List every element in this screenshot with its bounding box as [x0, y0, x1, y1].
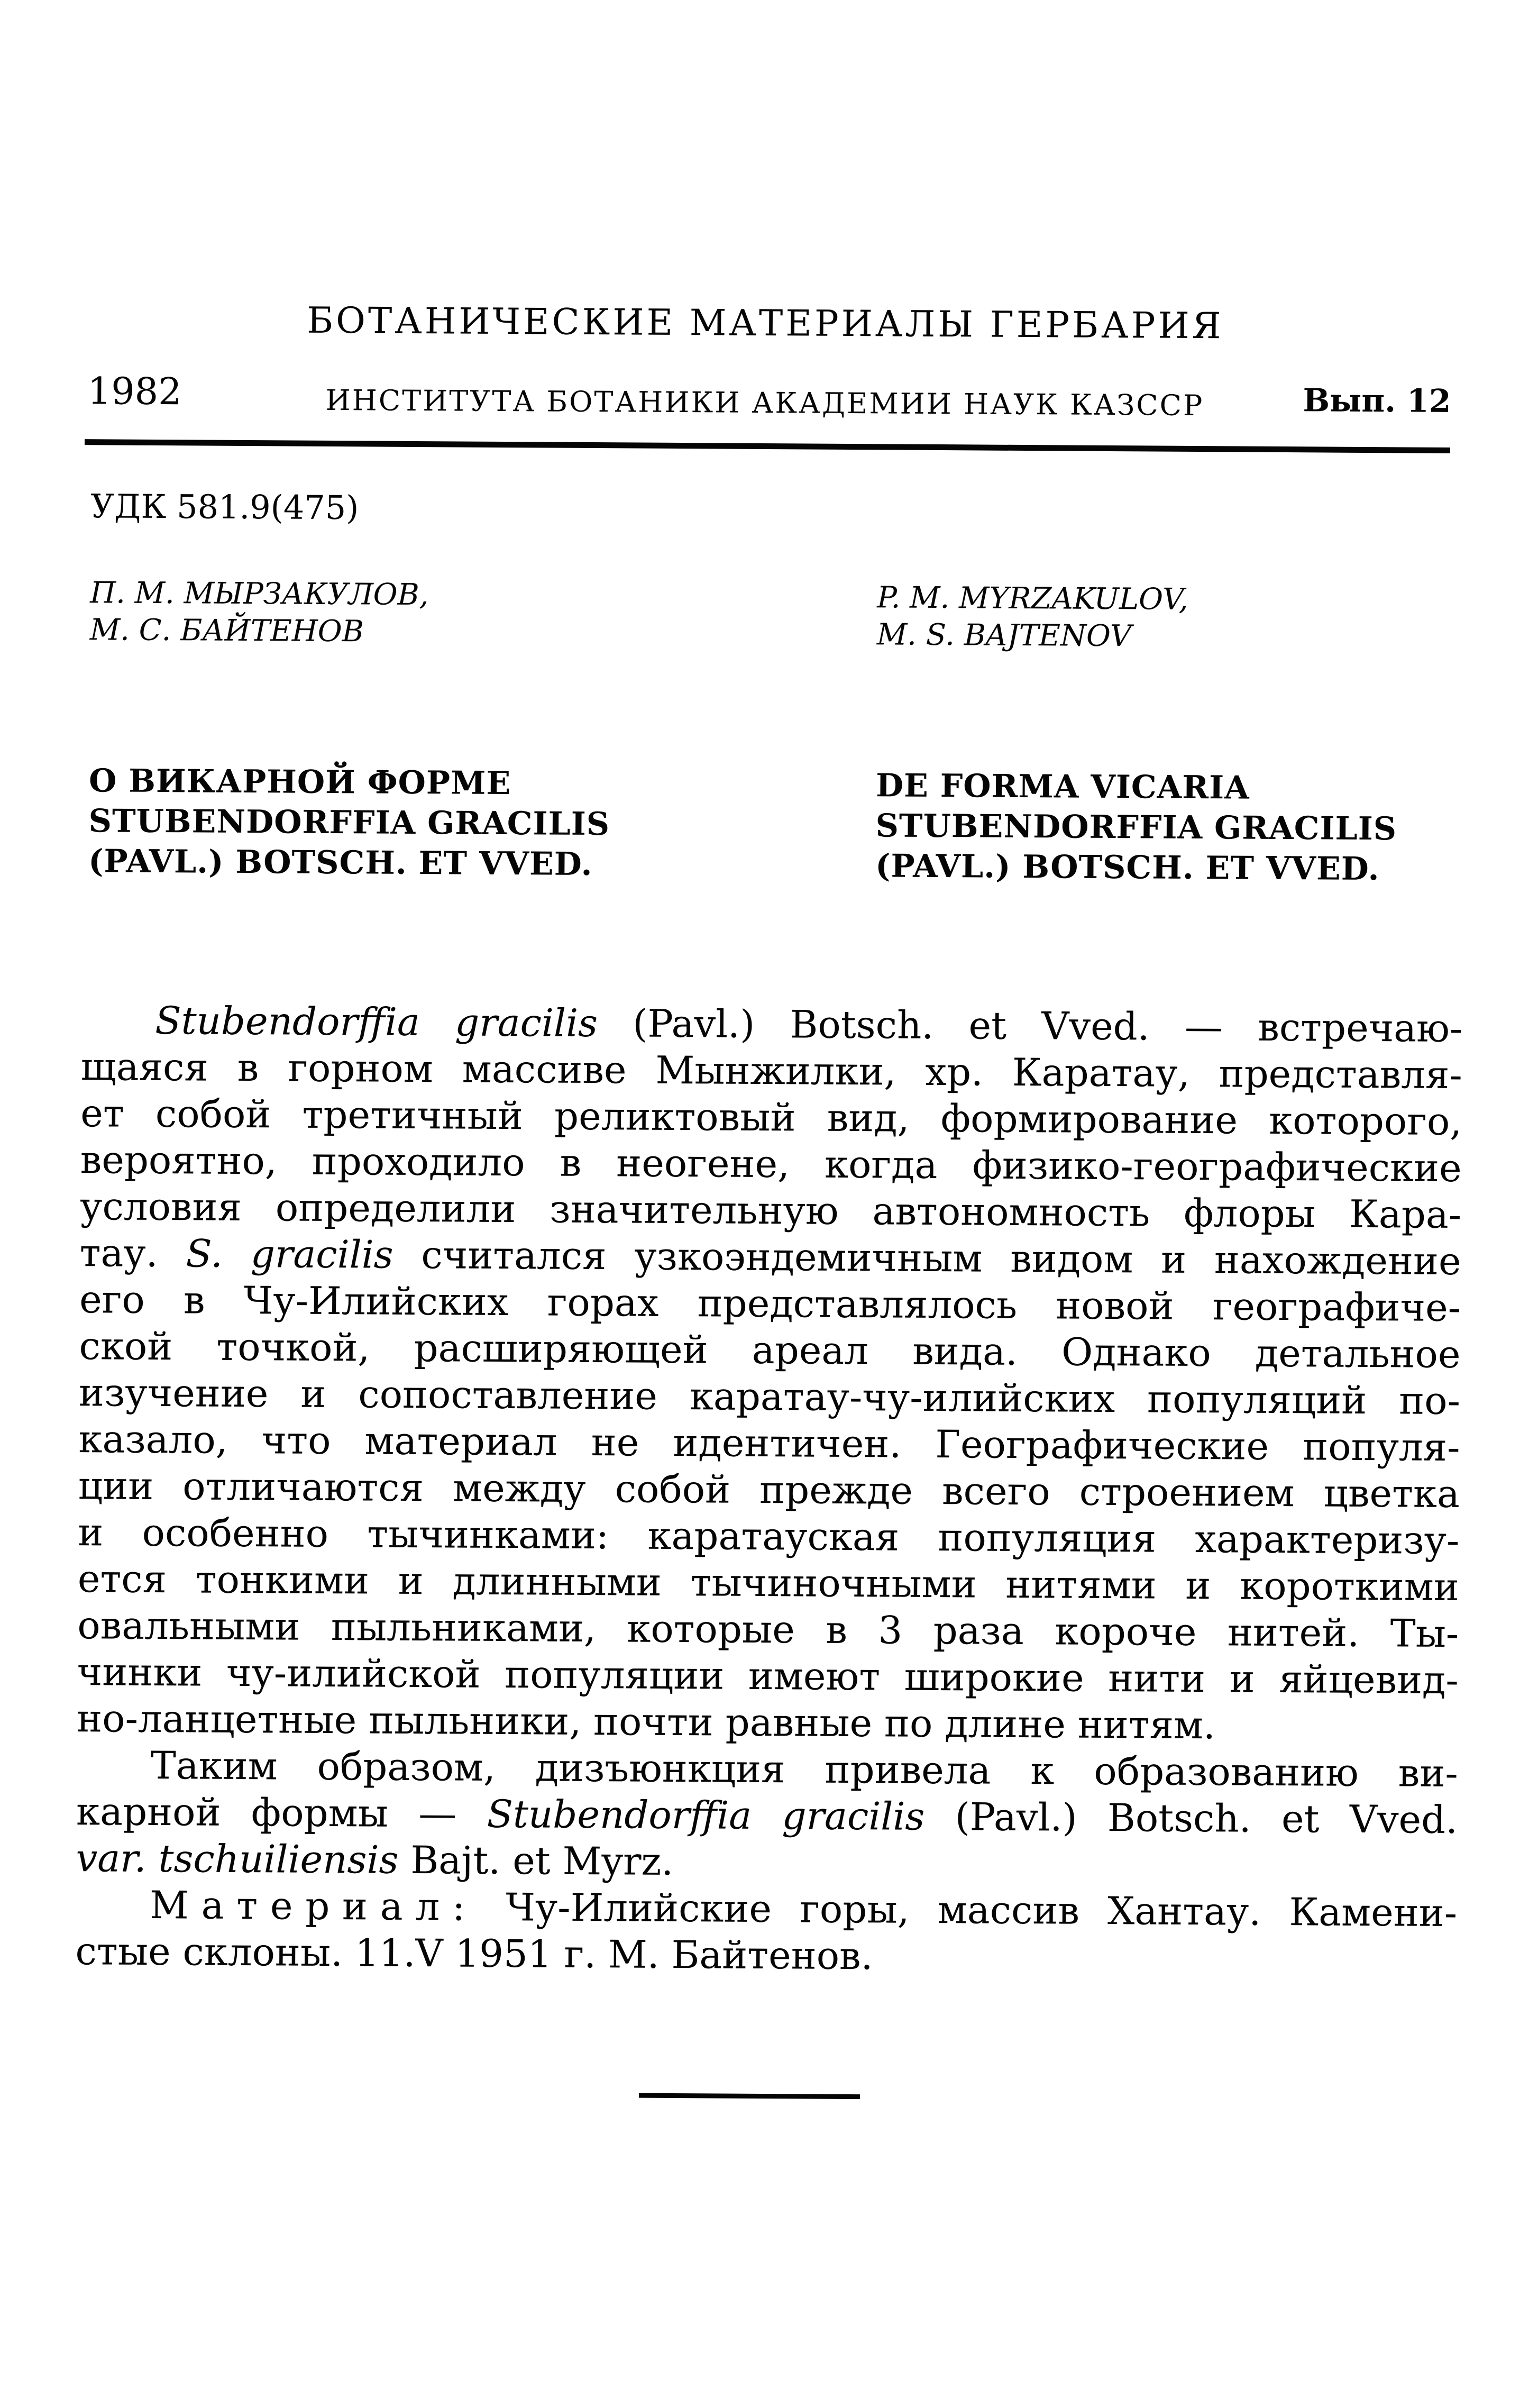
- species-name: var. tschuiliensis: [76, 1836, 399, 1882]
- body-line: [80, 1136, 1461, 1191]
- authors-transliterated: P. M. MYRZAKULOV, M. S. BAJTENOV: [876, 580, 1188, 654]
- body-line: [78, 1509, 1459, 1564]
- udk-classification: УДК 581.9(475): [90, 487, 359, 527]
- body-text: (Pavl.) Botsch. et Vved. — встречаю-: [597, 1001, 1463, 1051]
- body-line: [75, 1928, 1457, 1983]
- body-text: стые склоны. 11.V 1951 г. М. Байтенов.: [75, 1929, 873, 1978]
- body-text: овальными пыльниками, которые в 3 раза короче нитей. Ты-: [77, 1603, 1459, 1656]
- species-name: Stubendorffia gracilis: [487, 1791, 925, 1839]
- body-text: карной формы —: [76, 1789, 487, 1836]
- body-text: его в Чу-Илийских горах представлялось новой географиче-: [79, 1277, 1461, 1330]
- body-text: изучение и сопоставление каратау-чу-илийских популяций по-: [78, 1370, 1461, 1424]
- body-line: [76, 1741, 1458, 1796]
- body-line: [76, 1788, 1458, 1843]
- journal-series-title: БОТАНИЧЕСКИЕ МАТЕРИАЛЫ ГЕРБАРИЯ: [306, 299, 1224, 348]
- body-line: [80, 1090, 1462, 1145]
- body-line: [79, 1276, 1461, 1331]
- article-title-latin: DE FORMA VICARIA STUBENDORFFIA GRACILIS (PAVL.) BOTSCH. ET VVED.: [875, 767, 1397, 888]
- article-title-russian: О ВИКАРНОЙ ФОРМЕ STUBENDORFFIA GRACILIS (PAVL.) BOTSCH. ET VVED.: [88, 762, 610, 883]
- body-text: ции отличаются между собой прежде всего строением цветка: [78, 1463, 1460, 1517]
- journal-issue-number: Вып. 12: [1303, 382, 1451, 420]
- body-line: [81, 997, 1462, 1052]
- body-text: Таким образом, дизъюнкция привела к образованию ви-: [150, 1743, 1458, 1796]
- species-name: S. gracilis: [186, 1231, 393, 1277]
- body-line: [78, 1416, 1460, 1471]
- body-line: [79, 1322, 1460, 1378]
- body-text: Чу-Илийские горы, массив Хантау. Камени-: [477, 1884, 1458, 1936]
- body-text: и особенно тычинками: каратауская популяция характеризу-: [78, 1510, 1460, 1563]
- body-line: [76, 1835, 1457, 1890]
- body-text: казало, что материал не идентичен. Географические популя-: [78, 1417, 1460, 1470]
- body-text: Материал:: [149, 1882, 478, 1929]
- body-text: чинки чу-илийской популяции имеют широкие нити и яйцевид-: [77, 1649, 1459, 1703]
- body-text: Bajt. et Myrz.: [398, 1837, 674, 1884]
- body-line: [77, 1695, 1458, 1750]
- body-text: ется тонкими и длинными тычиночными нитями и короткими: [77, 1556, 1460, 1610]
- body-text: условия определили значительную автономность флоры Кара-: [79, 1184, 1462, 1237]
- authors-russian: П. М. МЫРЗАКУЛОВ, М. С. БАЙТЕНОВ: [89, 576, 429, 649]
- article-body: [75, 997, 1462, 1983]
- body-text: считался узкоэндемичным видом и нахождение: [393, 1232, 1461, 1284]
- body-line: [77, 1648, 1459, 1703]
- body-line: [80, 1183, 1461, 1238]
- body-line: [79, 1369, 1460, 1424]
- body-line: [79, 1229, 1461, 1284]
- body-text: тау.: [79, 1230, 186, 1276]
- header-divider-rule: [85, 439, 1450, 453]
- species-name: Stubendorffia gracilis: [155, 998, 598, 1046]
- body-text: (Pavl.) Botsch. et Vved.: [924, 1794, 1458, 1843]
- body-text: ской точкой, расширяющей ареал вида. Однако детальное: [79, 1324, 1461, 1377]
- body-line: [78, 1555, 1459, 1610]
- body-text: вероятно, проходило в неогене, когда физико-географические: [80, 1137, 1462, 1191]
- body-text: щаяся в горном массиве Мынжилки, хр. Каратау, представля-: [80, 1044, 1462, 1098]
- body-line: [81, 1043, 1462, 1098]
- body-line: [78, 1462, 1460, 1517]
- end-of-article-rule: [639, 2093, 860, 2100]
- body-text: ет собой третичный реликтовый вид, формирование которого,: [80, 1091, 1462, 1144]
- body-text: но-ланцетные пыльники, почти равные по длине нитям.: [77, 1696, 1216, 1748]
- journal-institute-line: ИНСТИТУТА БОТАНИКИ АКАДЕМИИ НАУК КАЗССР: [325, 383, 1204, 423]
- journal-year: 1982: [87, 369, 182, 414]
- body-line: [76, 1881, 1457, 1936]
- body-line: [77, 1602, 1459, 1657]
